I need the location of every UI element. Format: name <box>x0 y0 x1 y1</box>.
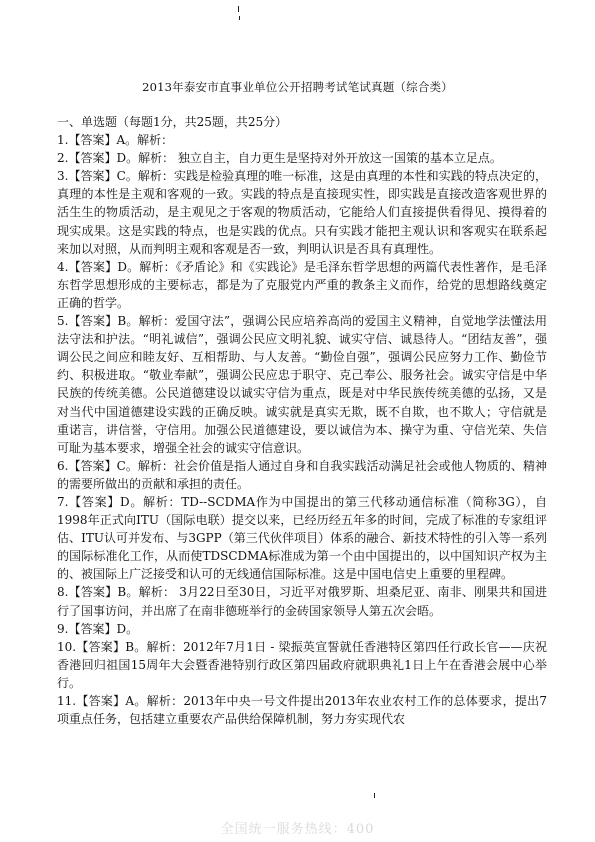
scan-mark <box>239 16 240 20</box>
scan-mark <box>238 6 239 12</box>
answer-item: 10.【答案】B。解析：2012年7月1日 - 梁振英宣誓就任香港特区第四任行政长官——庆祝香港回归祖国15周年大会暨香港特别行政区第四届政府就职典礼1日上午在香港会展中心举行。 <box>57 639 547 690</box>
document-title: 2013年泰安市直事业单位公开招聘考试笔试真题（综合类） <box>142 80 453 94</box>
scan-mark <box>374 793 375 798</box>
footer-watermark: 全国统一服务热线：400 <box>220 822 375 837</box>
answer-content <box>57 113 547 728</box>
answer-item: 9.【答案】D。 <box>57 621 139 636</box>
answer-item: 7.【答案】D。解析：TD--SCDMA作为中国提出的第三代移动通信标准（简称3G），自1998年正式向ITU（国际电联）提交以来，已经历经五年多的时间，完成了标准的专家组评估、ITU认可并发布、与3GPP（第三代伙伴项目）体系的融合、新技术特性的引入等一系列的国际标准化工作，从而使TDSCDMA标准成为第一个由中国提出的，以中国知识产权为主的、被国际上广泛接受和认可的无线通信国际标准。这是中国电信史上重要的里程碑。 <box>57 494 547 582</box>
answer-item: 11.【答案】A。解析：2013年中央一号文件提出2013年农业农村工作的总体要求，提出7项重点任务，包括建立重要农产品供给保障机制，努力夯实现代农 <box>57 694 547 727</box>
answer-item: 2.【答案】D。解析： 独立自主，自力更生是坚持对外开放这一国策的基本立足点。 <box>57 151 502 166</box>
answer-item: 5.【答案】B。解析：爱国守法”，强调公民应培养高尚的爱国主义精神，自觉地学法懂法用法守法和护法。“明礼诚信”，强调公民应文明礼貌、诚实守信、诚恳待人。“团结友善”，强调公民之间应和睦友好、互相帮助、与人友善。“勤俭自强”，强调公民应努力工作、勤俭节约、积极进取。“敬业奉献”，强调公民应忠于职守、克己奉公、服务社会。诚实守信是中华民族的传统美德。公民道德建设以诚实守信为重点，既是对中华民族传统美德的弘扬，又是对当代中国道德建设实践的正确反映。诚实就是真实无欺，既不自欺，也不欺人；守信就是重诺言，讲信誉，守信用。加强公民道德建设，要以诚信为本、操守为重、守信光荣、失信可耻为基本要求，增强全社会的诚实守信意识。 <box>57 314 547 455</box>
answer-item: 6.【答案】C。解析：社会价值是指人通过自身和自我实践活动满足社会或他人物质的、精神的需要所做出的贡献和承担的责任。 <box>57 458 547 491</box>
section-heading: 一、单选题（每题1分，共25题，共25分） <box>57 115 288 129</box>
answer-item: 4.【答案】D。解析：《矛盾论》和《实践论》是毛泽东哲学思想的两篇代表性著作，是毛泽东哲学思想形成的主要标志，都是为了克服党内严重的教条主义而作，给党的思想路线奠定正确的哲学。 <box>57 259 547 310</box>
answer-item: 8.【答案】B。解析： 3月22日至30日，习近平对俄罗斯、坦桑尼亚、南非、刚果共和国进行了国事访问，并出席了在南非德班举行的金砖国家领导人第五次会晤。 <box>57 585 547 618</box>
answer-item: 1.【答案】A。解析： <box>57 133 174 148</box>
answer-item: 3.【答案】C。解析：实践是检验真理的唯一标准，这是由真理的本性和实践的特点决定的，真理的本性是主观和客观的一致。实践的特点是直接现实性，即实践是直接改造客观世界的活生生的物质活动，是主观见之于客观的物质活动，它能给人们直接提供看得见、摸得着的现实成果。这是实践的特点，也是实践的优点。只有实践才能把主观认识和客观实在联系起来加以对照，从而判明主观和客观是否一致，判明认识是否具有真理性。 <box>57 169 547 256</box>
